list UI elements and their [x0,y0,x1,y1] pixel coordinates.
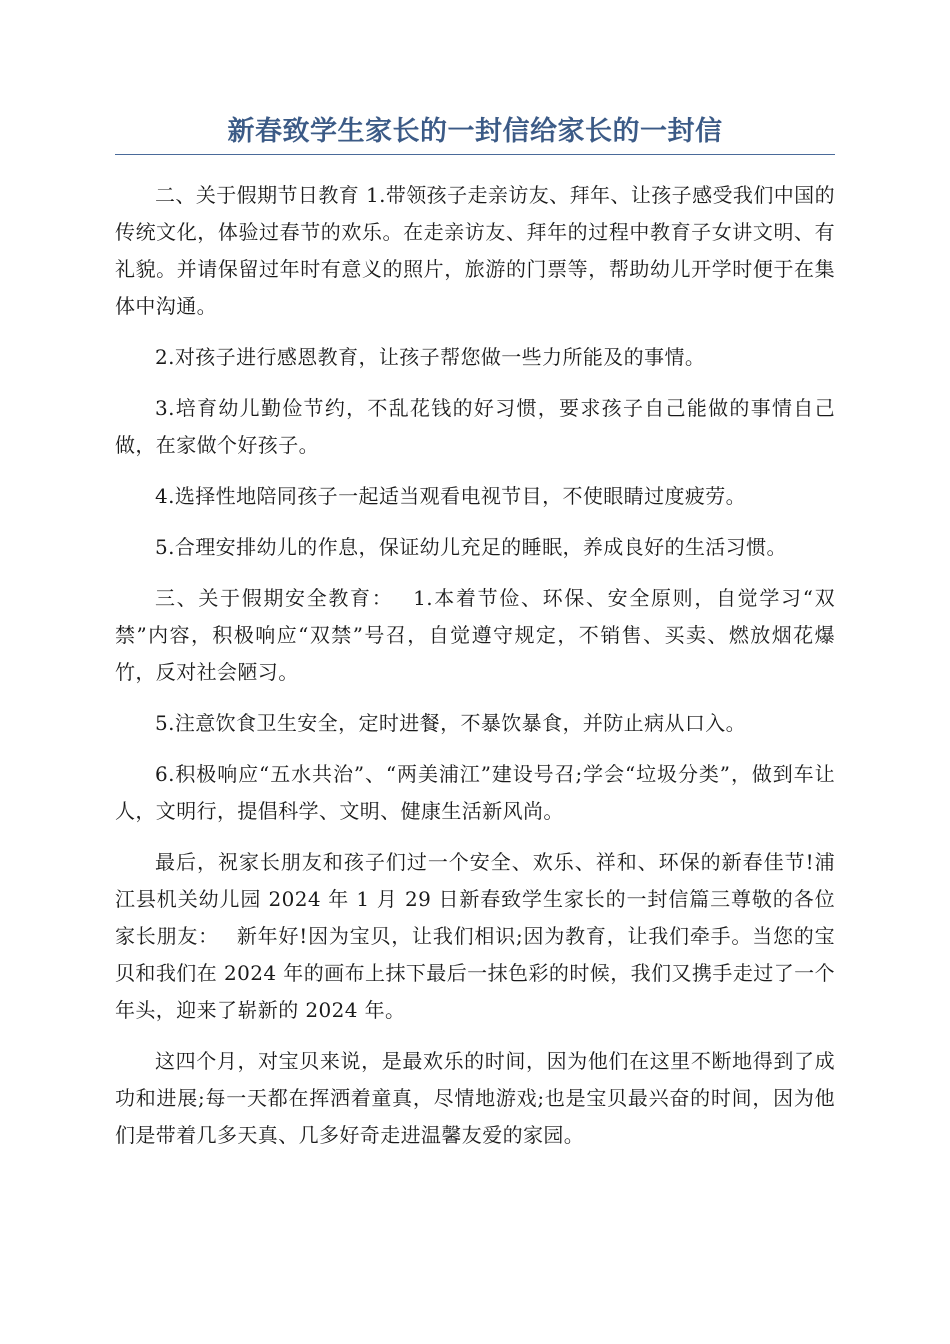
paragraph-sleep: 5.合理安排幼儿的作息，保证幼儿充足的睡眠，养成良好的生活习惯。 [155,535,787,559]
paragraph-four-months: 这四个月，对宝贝来说，是最欢乐的时间，因为他们在这里不断地得到了成功和进展;每一天都在挥洒着童真，尽情地游戏;也是宝贝最兴奋的时间，因为他们是带着几多天真、几多好奇走进温馨友爱的家园。 [115,1049,835,1147]
paragraph-gratitude: 2.对孩子进行感恩教育，让孩子帮您做一些力所能及的事情。 [155,345,706,369]
paragraph-safety: 三、关于假期安全教育： 1.本着节俭、环保、安全原则，自觉学习“双禁”内容，积极响应“双禁”号召，自觉遵守规定，不销售、买卖、燃放烟花爆竹，反对社会陋习。 [115,586,835,684]
paragraph-holiday-education: 二、关于假期节日教育 1.带领孩子走亲访友、拜年、让孩子感受我们中国的传统文化，体验过春节的欢乐。在走亲访友、拜年的过程中教育子女讲文明、有礼貌。并请保留过年时有意义的照片，旅游的门票等，帮助幼儿开学时便于在集体中沟通。 [115,183,835,318]
paragraph-civic: 6.积极响应“五水共治”、“两美浦江”建设号召;学会“垃圾分类”，做到车让人，文明行，提倡科学、文明、健康生活新风尚。 [115,762,835,823]
paragraph-tv: 4.选择性地陪同孩子一起适当观看电视节目，不使眼睛过度疲劳。 [155,484,747,508]
paragraph-thrift: 3.培育幼儿勤俭节约，不乱花钱的好习惯，要求孩子自己能做的事情自己做，在家做个好孩子。 [115,396,835,457]
paragraph-closing: 最后，祝家长朋友和孩子们过一个安全、欢乐、祥和、环保的新春佳节!浦江县机关幼儿园 2024 年 1 月 29 日新春致学生家长的一封信篇三尊敬的各位家长朋友： 新年好!因为宝贝，让我们相识;因为教育，让我们牵手。当您的宝贝和我们在 2024 年的画布上抹下最后一抹色彩的时候，我们又携手走过了一个年头，迎来了崭新的 2024 年。 [115,850,835,1022]
paragraph-food-safety: 5.注意饮食卫生安全，定时进餐，不暴饮暴食，并防止病从口入。 [155,711,747,735]
document-title: 新春致学生家长的一封信给家长的一封信 [227,116,723,147]
title-underline [115,154,835,155]
document-page [115,112,835,1168]
